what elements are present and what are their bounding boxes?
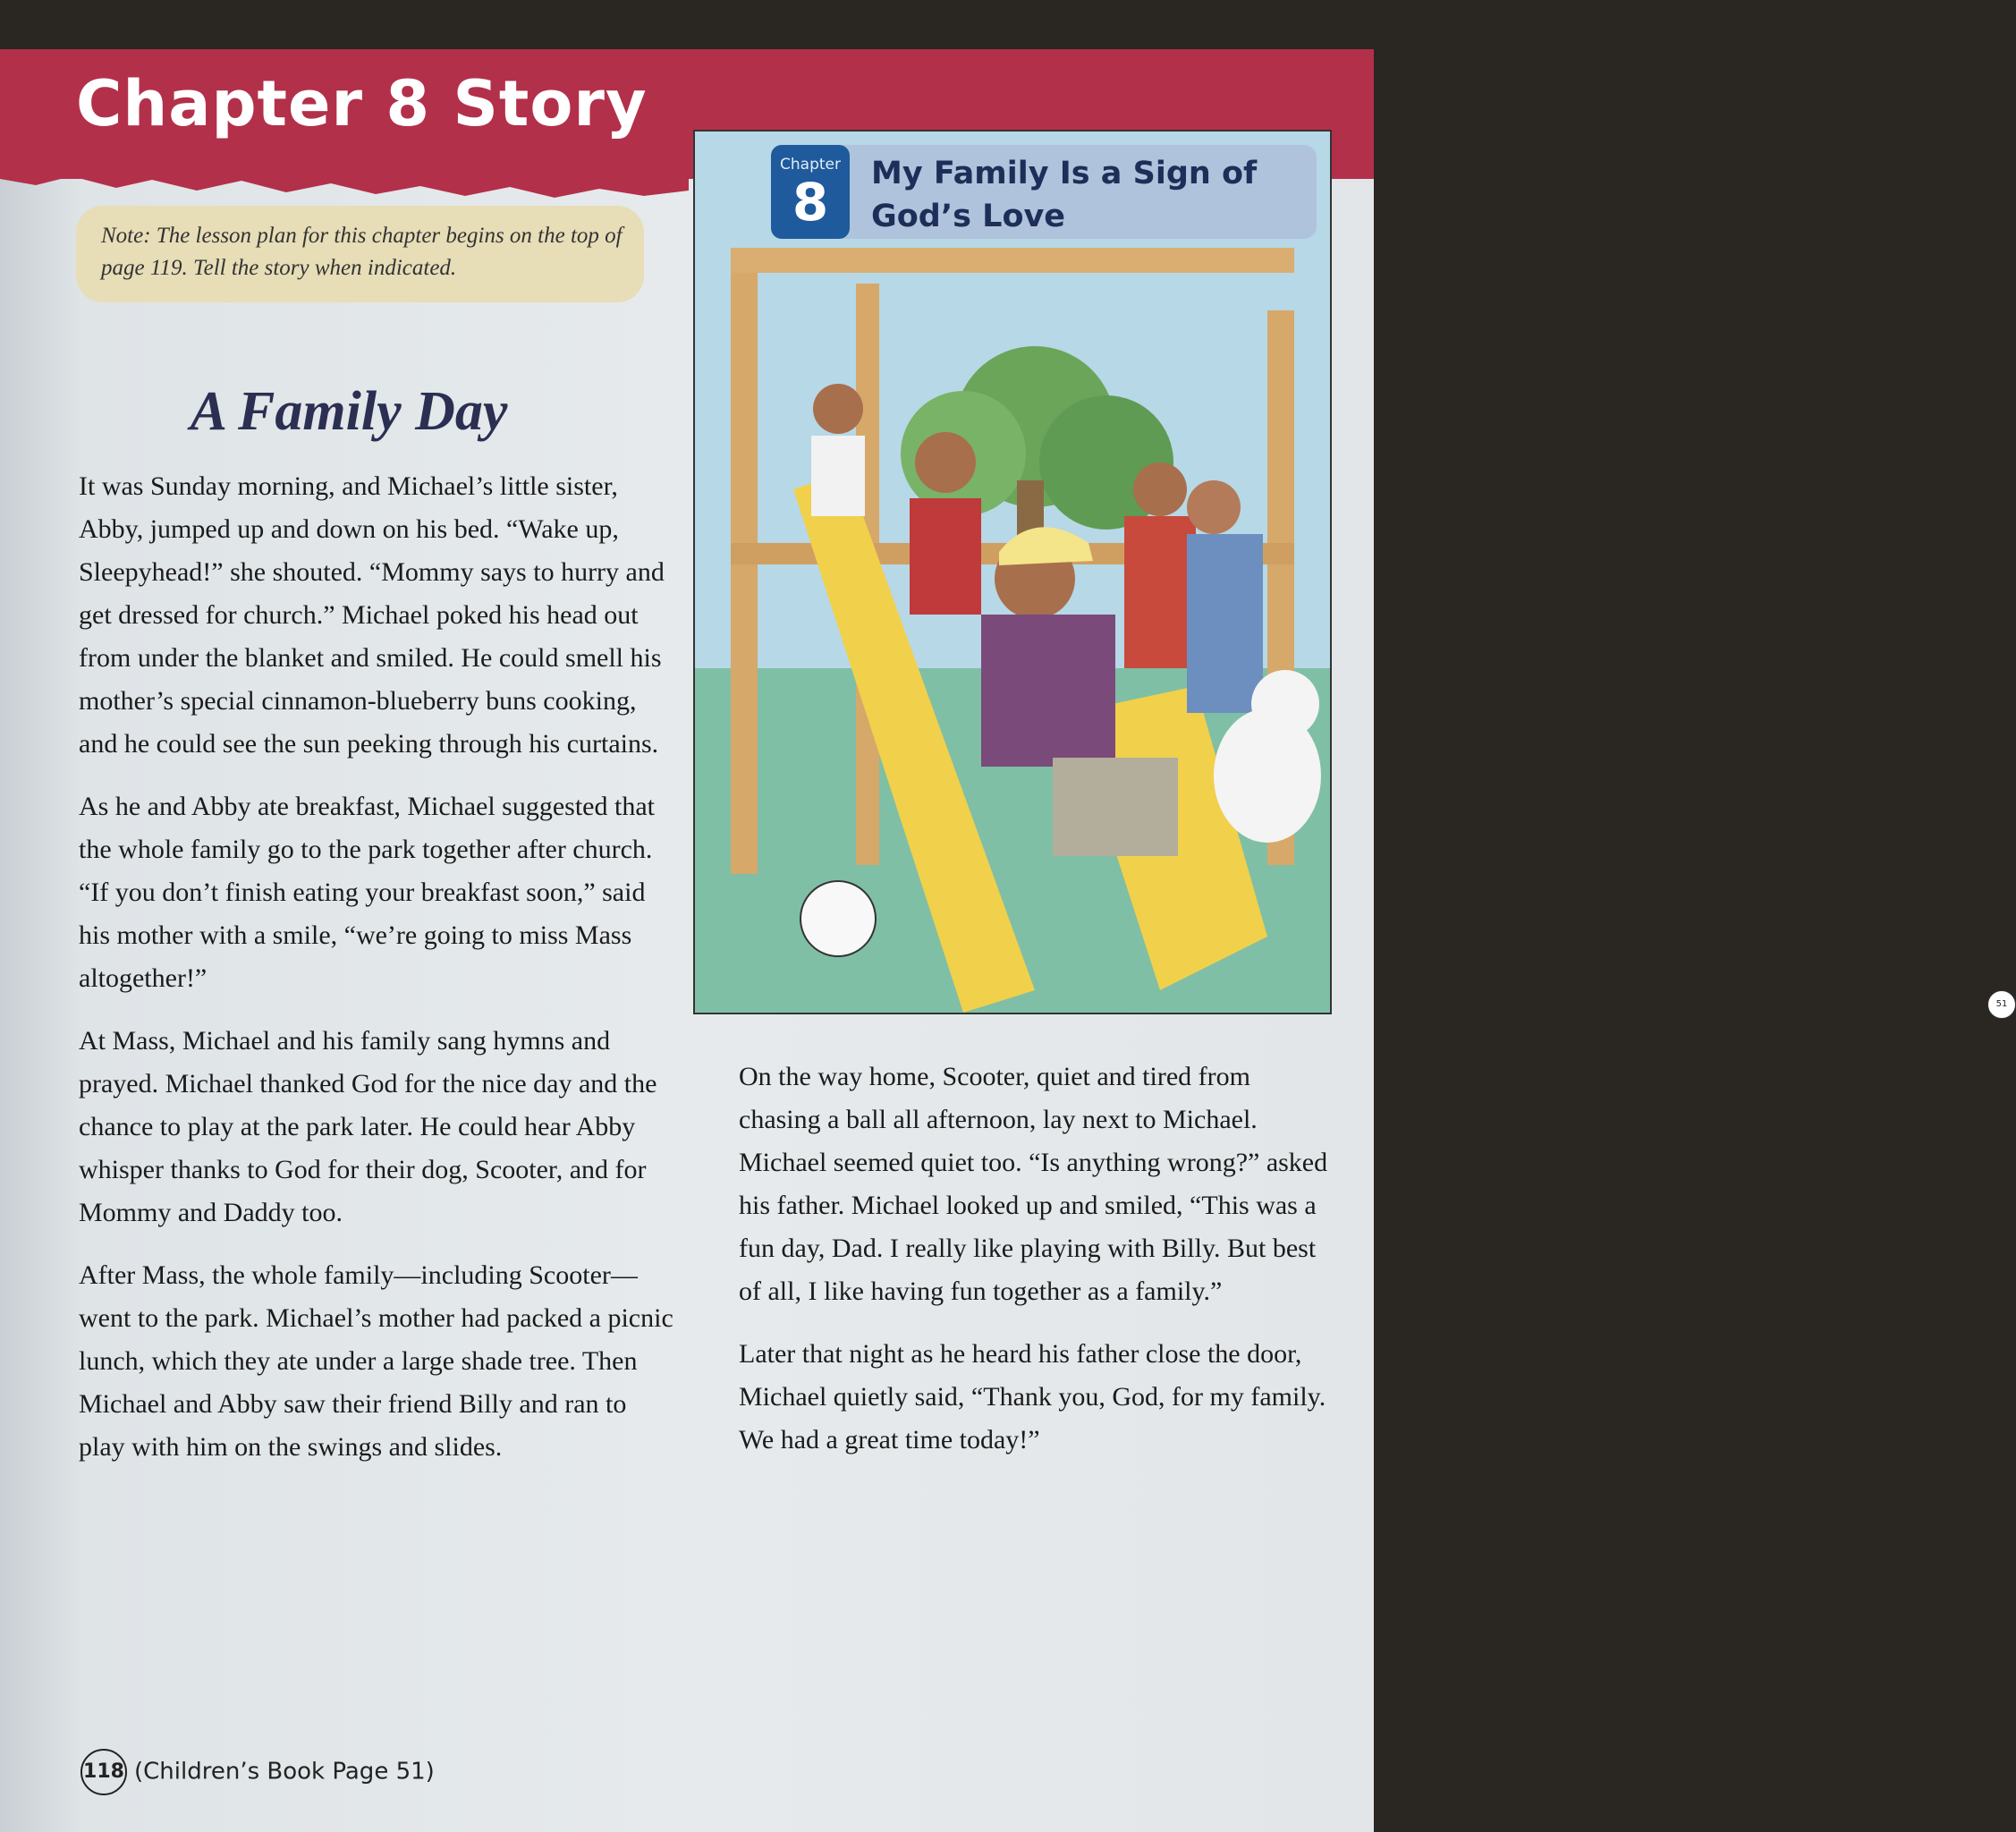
- book-page-reference: (Children’s Book Page 51): [134, 1758, 435, 1785]
- story-paragraph: It was Sunday morning, and Michael’s little sister, Abby, jumped up and down on his bed. “Wake up, Sleepyhead!” she shouted. “Mommy says to hurry and get dressed for church.” Michael poked his head out from under the blanket and smiled. He could smell his mother’s special cinnamon-blueberry buns cooking, and he could see the sun peeking through his curtains.: [79, 471, 665, 759]
- chapter-title: Chapter 8 Story: [76, 67, 648, 140]
- illustration-title-label: [771, 145, 1317, 239]
- playground-scene: [695, 131, 1330, 1013]
- story-paragraph: At Mass, Michael and his family sang hymns and prayed. Michael thanked God for the nice day and the chance to play at the park later. He could hear Abby whisper thanks to God for their dog, Scooter, and for Mommy and Daddy too.: [79, 1026, 657, 1227]
- story-title: A Family Day: [190, 381, 508, 442]
- story-paragraph: On the way home, Scooter, quiet and tired from chasing a ball all afternoon, lay next to Michael. Michael seemed quiet too. “Is anything wrong?” asked his father. Michael looked up and smiled, “This was a fun day, Dad. I really like playing with Billy. But best of all, I like having fun together as a family.”: [739, 1062, 1328, 1306]
- chapter-badge: [771, 145, 850, 239]
- story-left-column: [79, 465, 678, 1488]
- page-number: 118: [80, 1749, 127, 1795]
- story-paragraph: Later that night as he heard his father close the door, Michael quietly said, “Thank you, God, for my family. We had a great time today!”: [739, 1339, 1326, 1455]
- story-paragraph: As he and Abby ate breakfast, Michael suggested that the whole family go to the park together after church. “If you don’t finish eating your breakfast soon,” said his mother with a smile, “we’re going to miss Mass altogether!”: [79, 792, 655, 993]
- teacher-note: [76, 206, 644, 302]
- badge-word: Chapter: [780, 156, 841, 174]
- story-right-column: [739, 1056, 1329, 1481]
- page-footer: [80, 1749, 435, 1795]
- badge-number: 8: [792, 172, 829, 233]
- teacher-note-text: Note: The lesson plan for this chapter begins on the top of page 119. Tell the story when indicated.: [101, 224, 623, 280]
- story-illustration: [693, 130, 2008, 1014]
- story-paragraph: After Mass, the whole family—including Scooter—went to the park. Michael’s mother had packed a picnic lunch, which they ate under a large shade tree. Then Michael and Abby saw their friend Billy and ran to play with him on the swings and slides.: [79, 1260, 673, 1462]
- background-surface: [0, 0, 1374, 49]
- book-page: [0, 49, 2008, 1832]
- page-marker: 51: [1987, 990, 2016, 1019]
- illustration-heading: My Family Is a Sign of God’s Love: [871, 156, 1258, 234]
